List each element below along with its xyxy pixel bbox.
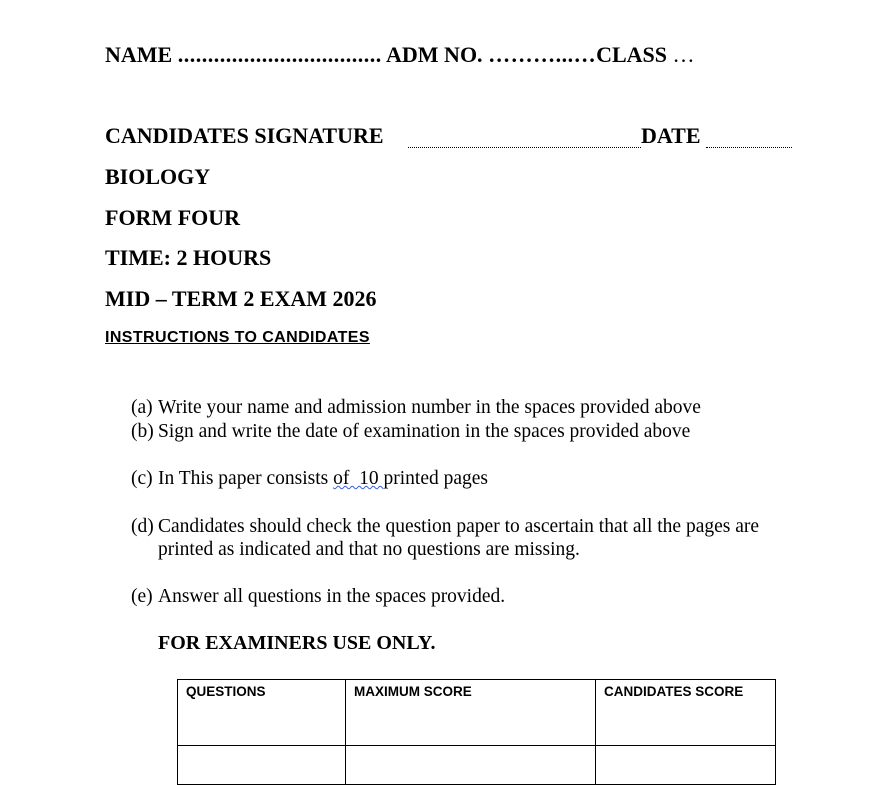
- subject-title: BIOLOGY: [105, 164, 211, 189]
- instruction-label: (a): [131, 397, 153, 418]
- instruction-label: (e): [131, 586, 153, 607]
- instruction-label: (d): [131, 516, 154, 537]
- instruction-text: Sign and write the date of examination in the spaces provided above: [158, 421, 691, 442]
- name-field[interactable]: ..................................: [177, 42, 382, 67]
- class-field[interactable]: …: [672, 42, 695, 67]
- time-title: TIME: 2 HOURS: [105, 245, 272, 270]
- adm-label: ADM NO.: [386, 42, 483, 67]
- instruction-label: (b): [131, 421, 154, 442]
- signature-field[interactable]: [408, 147, 641, 148]
- table-cell: [346, 746, 596, 785]
- instruction-text-after: printed pages: [383, 468, 489, 489]
- maximum-score-header: MAXIMUM SCORE: [346, 680, 596, 746]
- form-title: FORM FOUR: [105, 205, 241, 230]
- header-line-name: [105, 42, 694, 68]
- instruction-label: (c): [131, 468, 153, 489]
- table-cell[interactable]: [596, 746, 776, 785]
- page-count-text: of 10: [333, 468, 384, 489]
- instruction-text: [158, 467, 808, 490]
- date-label: DATE: [641, 123, 701, 148]
- signature-label: CANDIDATES SIGNATURE: [105, 123, 384, 148]
- candidates-score-header: CANDIDATES SCORE: [596, 680, 776, 746]
- adm-field[interactable]: ………...…: [488, 42, 597, 67]
- exam-title: MID – TERM 2 EXAM 2026: [105, 286, 377, 311]
- instructions-title: INSTRUCTIONS TO CANDIDATES: [105, 329, 370, 346]
- score-table-header-row: [178, 680, 776, 746]
- examiners-title: FOR EXAMINERS USE ONLY.: [158, 632, 436, 654]
- instruction-text: Write your name and admission number in the spaces provided above: [158, 397, 701, 418]
- table-cell: [178, 746, 346, 785]
- date-field[interactable]: [706, 147, 792, 148]
- table-row: [178, 746, 776, 785]
- name-label: NAME: [105, 42, 173, 67]
- class-label: CLASS: [596, 42, 667, 67]
- instruction-text-before: In This paper consists: [158, 468, 334, 489]
- score-table: [177, 679, 776, 785]
- questions-header: QUESTIONS: [178, 680, 346, 746]
- instruction-text: Answer all questions in the spaces provided.: [158, 586, 506, 607]
- instruction-text: Candidates should check the question paper to ascertain that all the pages are printed as indicated and that no questions are missing.: [158, 516, 760, 560]
